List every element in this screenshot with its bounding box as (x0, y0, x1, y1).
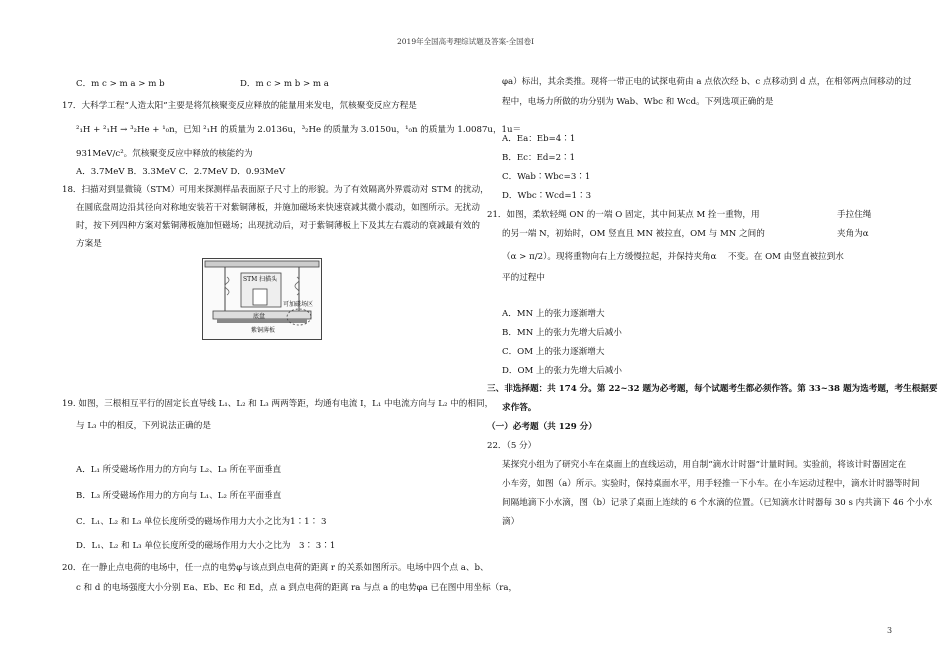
q21-line-4: 平的过程中 (502, 273, 545, 283)
page-number: 3 (887, 626, 893, 635)
stm-figure (202, 258, 322, 340)
q16-option-c: C．m c > m a > m b (76, 79, 165, 89)
q16-option-d: D．m c > m b > m a (240, 79, 329, 89)
q19-line-2: 与 L₃ 中的相反，下列说法正确的是 (76, 421, 211, 431)
q20-option-c: C．Wab∶Wbc=3∶1 (502, 172, 591, 182)
q22-line-2: 小车旁，如图（a）所示。实验时，保持桌面水平，用手轻推一下小车。在小车运动过程中，滴水计时器等时间 (502, 479, 920, 489)
q20-cont-line-2: 程中，电场力所做的功分别为 Wab、Wbc 和 Wcd。下列选项正确的是 (502, 97, 774, 107)
field-label: 可加磁场区 (283, 301, 314, 308)
q18-line-2: 在圆底盘周边沿其径向对称地安装若干对紫铜薄板，并施加磁场来快速衰减其微小震动，如图所示。无扰动 (76, 203, 480, 213)
q22-line-1: 某探究小组为了研究小车在桌面上的直线运动，用自制“滴水计时器”计量时间。实验前，将该计时器固定在 (502, 460, 907, 470)
q22-title: 22．（5 分） (487, 441, 537, 451)
q17-options: A．3.7MeV B．3.3MeV C．2.7MeV D．0.93MeV (76, 167, 286, 177)
q21-line-1-right: 手拉住绳 (837, 210, 872, 220)
q21-line-1: 21．如图，柔软轻绳 ON 的一端 O 固定，其中间某点 M 拴一重物，用 (487, 210, 760, 220)
q20-option-b: B．Ec：Ed=2∶1 (502, 153, 576, 163)
q21-line-3: （α > π/2）。现将重物向右上方缓慢拉起，并保持夹角α (502, 252, 717, 262)
page-header: 2019年全国高考理综试题及答案-全国卷Ⅰ (397, 37, 535, 46)
q22-line-3: 间隔地滴下小水滴，图（b）记录了桌面上连续的 6 个水滴的位置。（已知滴水计时器每 30 s 内共滴下 46 个小水 (502, 498, 933, 508)
section-required: （一）必考题（共 129 分） (487, 422, 597, 432)
section-3-line-2: 求作答。 (502, 403, 537, 413)
q21-option-d: D．OM 上的张力先增大后减小 (502, 366, 622, 376)
q19-option-d: D．L₁、L₂ 和 L₃ 单位长度所受的磁场作用力大小之比为 3∶ 3∶1 (76, 541, 336, 551)
q21-line-2-right: 夹角为α (837, 229, 869, 239)
q21-option-b: B．MN 上的张力先增大后减小 (502, 328, 622, 338)
q20-cont-line-1: φa）标出，其余类推。现将一带正电的试探电荷由 a 点依次经 b、c 点移动到 d 点，在相邻两点间移动的过 (502, 77, 912, 87)
plate-label: 紫铜薄板 (251, 327, 276, 334)
q19-option-c: C．L₁、L₂ 和 L₃ 单位长度所受的磁场作用力大小之比为1∶1∶ 3 (76, 517, 327, 527)
q21-option-a: A．MN 上的张力逐渐增大 (502, 309, 605, 319)
q20-line-1: 20．在一静止点电荷的电场中，任一点的电势φ与该点到点电荷的距离 r 的关系如图所示。电场中四个点 a、b、 (62, 563, 489, 573)
q19-option-a: A．L₁ 所受磁场作用力的方向与 L₂、L₃ 所在平面垂直 (76, 465, 282, 475)
base-label: 底盘 (253, 313, 266, 320)
q21-line-3-right: 不变。在 OM 由竖直被拉到水 (728, 252, 844, 262)
q20-option-a: A．Ea：Eb=4∶1 (502, 134, 576, 144)
q18-line-1: 18．扫描对到显微镜（STM）可用来探测样品表面原子尺寸上的形貌。为了有效隔离外界震动对 STM 的扰动， (62, 185, 489, 195)
q21-option-c: C．OM 上的张力逐渐增大 (502, 347, 605, 357)
q17-line-3: 931MeV/c²。氘核聚变反应中释放的核能约为 (76, 149, 253, 159)
q18-line-4: 方案是 (76, 239, 102, 249)
q20-line-2: c 和 d 的电场强度大小分别 Ea、Eb、Ec 和 Ed，点 a 到点电荷的距离 ra 与点 a 的电势φa 已在图中用坐标（ra， (76, 583, 518, 593)
q18-line-3: 时，按下列四种方案对紫铜薄板施加恒磁场；出现扰动后，对于紫铜薄板上下及其左右震动的衰减最有效的 (76, 221, 480, 231)
q21-line-2: 的另一端 N，初始时，OM 竖直且 MN 被拉直，OM 与 MN 之间的 (502, 229, 765, 239)
q19-line-1: 19. 如图，三根相互平行的固定长直导线 L₁、L₂ 和 L₃ 两两等距，均通有电流 I，L₁ 中电流方向与 L₂ 中的相同， (62, 399, 494, 409)
section-3-line-1: 三、非选择题：共 174 分。第 22~32 题为必考题，每个试题考生都必须作答。第 33~38 题为选考题，考生根据要 (487, 384, 938, 394)
q17-line-1: 17．大科学工程“人造太阳”主要是将氘核聚变反应释放的能量用来发电，氘核聚变反应方程是 (62, 101, 417, 111)
q22-line-4: 滴） (502, 517, 520, 527)
q19-option-b: B．L₃ 所受磁场作用力的方向与 L₁、L₂ 所在平面垂直 (76, 491, 282, 501)
q20-option-d: D．Wbc∶Wcd=1∶3 (502, 191, 592, 201)
q17-line-2: ²₁H + ²₁H → ³₂He + ¹₀n，已知 ²₁H 的质量为 2.0136u，³₂He 的质量为 3.0150u，¹₀n 的质量为 1.0087u，1u＝ (76, 125, 522, 135)
stm-label: STM 扫描头 (243, 276, 278, 283)
